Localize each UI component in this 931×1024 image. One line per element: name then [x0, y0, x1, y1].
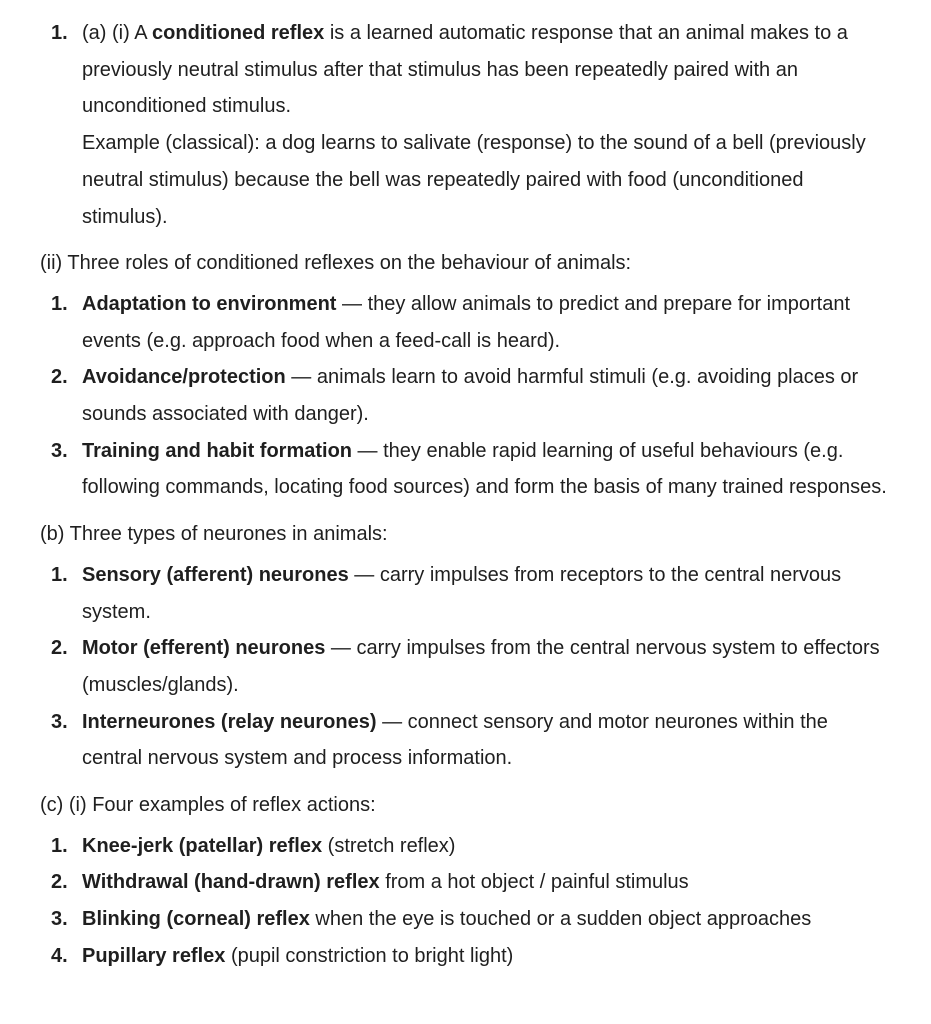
item-text: — connect sensory and motor neurones within the central nervous system and process information.: [82, 710, 828, 770]
item-title: Adaptation to environment: [82, 292, 337, 315]
list-item: [0, 938, 931, 975]
item-title: Motor (efferent) neurones: [82, 637, 326, 660]
item-number: 2.: [51, 366, 68, 389]
list-item: [0, 704, 931, 777]
q1-lead: (a) (i) A: [82, 22, 153, 44]
item-number: 1.: [51, 22, 68, 44]
item-number: 3.: [51, 439, 68, 462]
section-heading-b: (b) Three types of neurones in animals:: [40, 523, 388, 546]
item-title: Training and habit formation: [82, 439, 352, 462]
item-number: 2.: [51, 637, 68, 660]
section-heading-a-ii: (ii) Three roles of conditioned reflexes on the behaviour of animals:: [40, 252, 632, 275]
q1-term: conditioned reflex: [152, 22, 325, 44]
item-text: when the eye is touched or a sudden object approaches: [309, 908, 812, 931]
item-text: (stretch reflex): [322, 834, 456, 857]
item-text: — animals learn to avoid harmful stimuli (e.g. avoiding places or sounds associated with danger).: [82, 366, 859, 426]
item-title: Withdrawal (hand-drawn) reflex: [82, 871, 380, 894]
q1-example: Example (classical): a dog learns to salivate (response) to the sound of a bell (previously neutral stimulus) because the bell was repeatedly paired with food (unconditioned stimulus).: [82, 132, 866, 228]
item-number: 3.: [51, 710, 68, 733]
question-list: [0, 0, 931, 235]
item-number: 4.: [51, 944, 68, 967]
list-item: [0, 630, 931, 703]
list-item: [0, 557, 931, 630]
item-text: — they enable rapid learning of useful behaviours (e.g. following commands, locating food sources) and form the basis of many trained responses.: [82, 439, 887, 499]
item-number: 1.: [51, 563, 68, 586]
item-title: Interneurones (relay neurones): [82, 710, 377, 733]
list-item: [0, 286, 931, 359]
item-title: Sensory (afferent) neurones: [82, 563, 349, 586]
section-heading-c: (c) (i) Four examples of reflex actions:: [40, 794, 376, 817]
item-title: Knee-jerk (patellar) reflex: [82, 834, 323, 857]
item-text: (pupil constriction to bright light): [225, 944, 514, 967]
item-text: — they allow animals to predict and prepare for important events (e.g. approach food when a feed-call is heard).: [82, 292, 851, 352]
q1-definition: is a learned automatic response that an animal makes to a previously neutral stimulus after that stimulus has been repeatedly paired with an unconditioned stimulus.: [82, 22, 848, 118]
item-title: Blinking (corneal) reflex: [82, 908, 310, 931]
reflex-examples-list: [0, 828, 931, 975]
item-number: 3.: [51, 908, 68, 931]
item-title: Pupillary reflex: [82, 944, 226, 967]
item-text: from a hot object / painful stimulus: [379, 871, 689, 894]
item-text: — carry impulses from receptors to the central nervous system.: [82, 563, 842, 623]
item-number: 1.: [51, 292, 68, 315]
item-number: 1.: [51, 834, 68, 857]
item-number: 2.: [51, 871, 68, 894]
item-text: — carry impulses from the central nervous system to effectors (muscles/glands).: [82, 637, 880, 696]
list-item-q1: [0, 15, 931, 235]
list-item: [0, 864, 931, 901]
neurones-list: [0, 557, 931, 777]
list-item: [0, 433, 931, 506]
roles-list: [0, 286, 931, 506]
list-item: [0, 828, 931, 865]
list-item: [0, 359, 931, 432]
list-item: [0, 901, 931, 938]
item-title: Avoidance/protection: [82, 366, 286, 389]
